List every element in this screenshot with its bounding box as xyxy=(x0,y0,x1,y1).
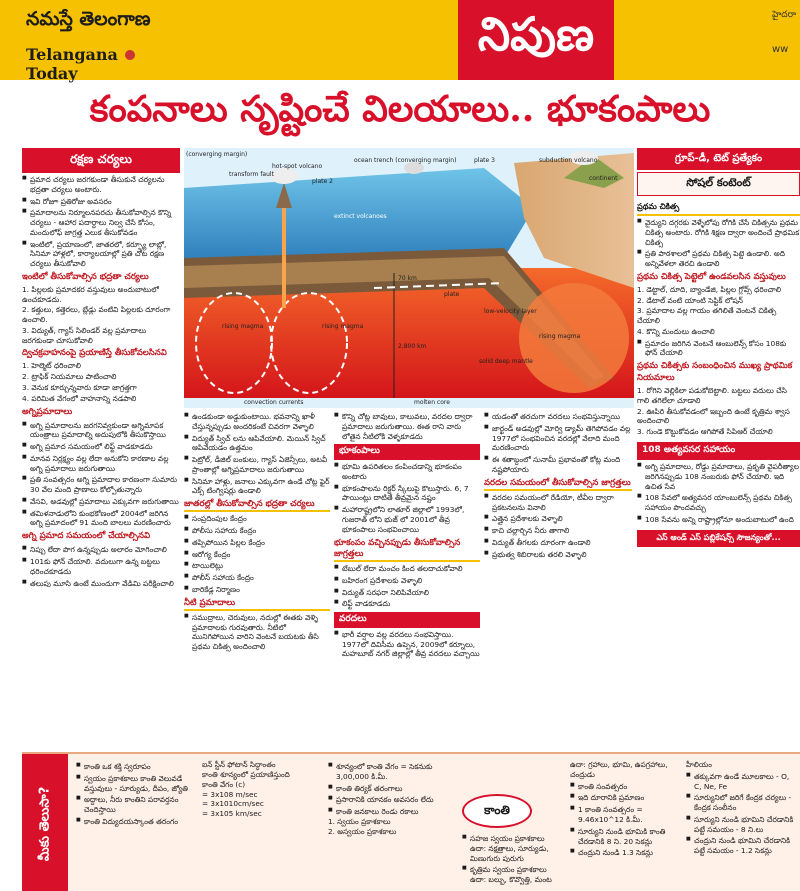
list-item: 1. పిల్లలకు ప్రమాదకర వస్తువులు అందుబాటులో ఉంచకూడదు. xyxy=(22,284,159,304)
headline: కంపనాలు సృష్టించే విలయాలు.. భూకంపాలు xyxy=(89,87,711,130)
fire-bullets xyxy=(22,421,180,529)
list-item: ■ టాయిలెట్లు xyxy=(184,561,330,571)
list-item: 2. ఊపిరి తీసుకోవడంలో ఇబ్బంది ఉంటే కృత్రిమ శ్వాస అందించాలి xyxy=(637,406,790,426)
section-title: నిపుణ xyxy=(458,0,614,80)
list-item: ■ సూర్యుని నుండి భూమికి కాంతి చేరడానికి 8 ని. 20 సెకన్లు xyxy=(570,827,680,847)
label-rising-mid: rising magma xyxy=(322,323,364,330)
facts-list-3 xyxy=(328,762,456,817)
exam-tag: గ్రూప్-డీ, టెట్ ప్రత్యేకం xyxy=(637,148,800,170)
water-list xyxy=(184,613,330,652)
list-item: ■ కాంతి విద్యుదయస్కాంత తరంగం xyxy=(76,817,196,827)
smoke-plume xyxy=(270,168,298,184)
middle-column-2 xyxy=(334,410,480,746)
list-item: ■ కొన్ని చోట్ల బావులు, కాలువలు, వరదల ద్వారా ప్రమాదాలు జరుగుతాయి. ఈత రాని వారు లోతైన నీటిలోకి వెళ్ళకూడదు xyxy=(334,412,480,441)
label-transform: transform fault xyxy=(229,171,274,178)
list-item: 4. పరిమిత వేగంలో వాహనాన్ని నడపాలి xyxy=(22,393,137,403)
list-item: ■ జార్ఖండ్ అడవుల్లో మోర్వి డ్యామ్ తెగిపోవడం వల్ల 1977లో సంభవించిన వరదల్లో వేలాది మంది మరణించారు xyxy=(484,424,632,453)
brand-english xyxy=(26,45,176,83)
publisher-credit: ఎస్ అండ్ ఎస్ పబ్లికేషన్స్ సౌజన్యంతో... xyxy=(637,530,800,547)
tectonic-diagram-svg xyxy=(184,148,634,408)
list-item: ■ పోలీస్ సహాయ కేంద్రం xyxy=(184,573,330,583)
facts-list-5 xyxy=(570,782,680,858)
middle-bullets-2 xyxy=(334,412,480,441)
list-item: ■ ఇంటిలో, ప్రయాణంలో, జాతరలో, కర్ఫ్యూ లాబ్లో, సినిమా హాళ్లలో, కార్యాలయాల్లో ప్రతి చోట రక్షణ చర్యలు తీసుకోవాలి xyxy=(22,240,180,269)
fact-line: 1. స్వయం ప్రకాశకాలు xyxy=(328,816,391,826)
list-item: ■ కృత్రిమ స్వయం ప్రకాశకాలు ఉదా: బల్బు, కొవ్వొత్తి, మంట xyxy=(462,865,562,885)
fact-line: కాంతి వేగం (c) xyxy=(202,779,246,789)
list-item: ■ మహారాష్ట్రలోని లాతూర్ జిల్లాలో 1993లో, గుజరాత్ లోని భుజ్ లో 2001లో తీవ్ర భూకంపాలు సంభవించాయి xyxy=(334,505,480,534)
list-item: ■ ఇవి రోజూ ప్రతిరోజు అవసరం xyxy=(22,197,180,207)
list-item: 3. గుండె కొట్టుకోవడం ఆగిపోతే సిపిఆర్ చేయాలి xyxy=(637,427,773,437)
list-item: ■ 108 సేవను అన్ని రాష్ట్రాల్లోనూ అందుబాటులో ఉంది xyxy=(637,515,800,525)
earthquake-care-heading: భూకంపం వచ్చినప్పుడు తీసుకోవాల్సిన జాగ్రత్తలు xyxy=(334,538,480,562)
fact-line: 2. అస్వయం ప్రకాశకాలు xyxy=(328,826,397,836)
earthquake-list xyxy=(334,462,480,534)
list-item: ■ సూర్యుని నుండి భూమిని చేరడానికి పట్టే సమయం - 8 ని.లు xyxy=(686,815,796,835)
fact-line: = 3x108 m/sec xyxy=(202,789,258,799)
list-item: ■ వరదల సమయంలో రేడియో, టీవీల ద్వారా ప్రకటనలను వినాలి xyxy=(484,493,632,513)
emergency-108-list xyxy=(637,462,800,525)
facts-column-1 xyxy=(76,760,196,888)
label-2800: 2,800 km xyxy=(398,343,427,350)
list-item: ■ తమిళనాడులోని కుంభకోణంలో 2004లో జరిగిన అగ్ని ప్రమాదంలో 91 మంది బాలలు మరణించారు xyxy=(22,509,180,529)
list-item: ■ కాచి చల్లార్చిన నీరు తాగాలి xyxy=(484,526,632,536)
list-item: 2. డేటాల్ వంటి యాంటి సెప్టిక్ లోషన్ xyxy=(637,295,743,305)
did-you-know-box xyxy=(22,752,800,891)
list-item: ■ భారీ వర్షాల వల్ల వరదలు సంభవిస్తాయి. 1977లో దివిసీమ ఉప్పెన, 2009లో కర్నూలు, మహబూబ్ నగర్ జిల్లాల్లో తీవ్ర వరదలు వచ్చాయి xyxy=(334,630,480,659)
sub-heading: అగ్నిప్రమాదాలు xyxy=(22,406,73,417)
list-item: ■ విద్యుత్ సరఫరా నిలిపివేయాలి xyxy=(334,588,480,598)
list-item: 3. వెనుక కూర్చున్నవారు కూడా జాగ్రత్తగా xyxy=(22,383,137,393)
label-converging: ocean trench (converging margin) xyxy=(354,157,457,164)
list-item: ■ అగ్ని ప్రమాదాలను జరగనివ్వకుండా అగ్నిమాపక యంత్రాలు ప్రమాదాల్ని అదుపులోకి తీసుకొస్తాయి xyxy=(22,421,180,441)
list-item: ■ ఈ శతాబ్దంలో సునామీ ప్రభావంతో కోట్ల మంది నష్టపోయారు xyxy=(484,455,632,475)
list-item: 4. కొన్ని మందులు ఉంచాలి xyxy=(637,326,715,336)
label-continent: continent xyxy=(589,175,618,182)
label-plate: plate xyxy=(444,291,460,298)
list-item: 1. రోగిని వెల్లికిలా పడుకోబెట్టాలి. బట్టలు వదులు చేసి గాలి తగిలేలా చూడాలి xyxy=(637,386,787,405)
list-item: ■ కాంతి ఒక శక్తి స్వరూపం xyxy=(76,762,196,772)
fact-line: ఐన్ స్టీన్ ఫోటాన్ సిద్ధాంతం xyxy=(202,760,276,769)
flood-care-list xyxy=(484,493,632,560)
fire-action-bullets xyxy=(22,545,180,588)
list-item: ■ భూమి ఉపరితలం కంపించడాన్ని భూకంపం అంటారు xyxy=(334,462,480,482)
label-lowvel: low-velocity layer xyxy=(484,308,537,315)
list-item: ■ సినిమా హాళ్లు, జనాలు ఎక్కువగా ఉండే చోట్ల ఫైర్ ఎక్స్ టింగ్విషర్లు ఉండాలి xyxy=(184,477,330,497)
list-item: ■ ప్రసారానికి యానకం అవసరం లేదు xyxy=(328,795,456,805)
fact-line: = 3x105 km/sec xyxy=(202,809,262,819)
masthead-web: ww xyxy=(772,44,789,55)
list-item: ■ కాంతి జనకాలు రెండు రకాలు xyxy=(328,807,456,817)
list-item: 1. డెట్టాల్, దూది, బ్యాండేజి, పిల్లల గ్లోవ్స్ ధరించాలి xyxy=(637,284,782,294)
sub-heading: ప్రథమ చికిత్సకు సంబంధించిన ముఖ్య ప్రాథమిక నియమాలు xyxy=(637,361,793,384)
tectonic-diagram xyxy=(184,148,634,408)
facts-column-2 xyxy=(202,760,322,888)
list-item: ■ సహజ స్వయం ప్రకాశకాలు ఉదా: నక్షత్రాలు, సూర్యుడు, మిణుగురు పురుగు xyxy=(462,834,562,863)
floods-list xyxy=(334,630,480,659)
label-convection: convection currents xyxy=(244,399,304,406)
list-item: 1. హెల్మెట్ ధరించాలి xyxy=(22,361,81,371)
list-item: ■ అద్దాలు, నీరు కాంతిని పరావర్తనం చెందిస్తాయి xyxy=(76,795,196,815)
list-item: ■ కాంతి తిర్యక్ తరంగాలు xyxy=(328,784,456,794)
safety-bullets-1 xyxy=(22,175,180,269)
masthead-city: హైదరా xyxy=(772,10,797,20)
brand-logo xyxy=(26,8,176,83)
list-item: ■ విద్యుత్ స్విచ్ లను ఆపివేయాలి. మెయిన్ స్విచ్ ఆపివేయడం ఉత్తమం xyxy=(184,434,330,454)
list-item: ■ సముద్రాలు, చెరువులు, నదుల్లో ఈతకు వెళ్ళి ప్రమాదాలకు గురవుతారు. నీటిలో మునిగిపోయిన వారిని వెంటనే బయటకు తీసి ప్రథమ చికిత్స అందించాలి xyxy=(184,613,330,652)
list-item: ■ 1 కాంతి సంవత్సరం = 9.46x10^12 కి.మీ. xyxy=(570,805,680,825)
earthquake-heading: భూకంపాలు xyxy=(334,444,480,460)
list-item: ■ నిప్పు లేదా పొగ ఉన్నప్పుడు అలారం మోగించాలి xyxy=(22,545,180,555)
first-aid-bullets xyxy=(637,218,800,269)
label-hotspot: hot-spot volcano xyxy=(272,163,323,170)
list-item: 2. ట్రాఫిక్ నియమాలు పాటించాలి xyxy=(22,372,117,382)
sub-heading: ఇంటిలో తీసుకోవాల్సిన భద్రతా చర్యలు xyxy=(22,271,149,282)
middle-column-1 xyxy=(184,410,330,746)
left-column xyxy=(22,148,180,726)
list-item: ■ చంద్రుని నుండి భూమిని చేరడానికి పట్టే సమయం - 1.2 సెకన్లు xyxy=(686,836,796,856)
list-item: ■ పోలీసు సహాయ కేంద్రం xyxy=(184,526,330,536)
list-item: ■ సూర్యునిలో జరిగే కేంద్రక చర్యలు - కేంద్రక సంలీనం xyxy=(686,793,796,813)
sub-heading: ప్రథమ చికిత్స పెట్టెలో ఉండవలసిన వస్తువులు xyxy=(637,271,786,282)
list-item: ■ ఎత్తైన ప్రదేశాలకు వెళ్ళాలి xyxy=(484,514,632,524)
list-item: ■ ప్రమాదాలను నిర్మూలనపరచు తీసుకోవాల్సిన కొన్ని చర్యలు - ఆహార పదార్థాలు నిల్వ చేసే కోసం, మందులోఫ్ జాగ్రత్త ఎలుక తీసుకోవడం xyxy=(22,208,180,237)
list-item: ■ ప్రతి పాఠశాలలో ప్రథమ చికిత్స పెట్టె ఉండాలి. అది అన్నివేళలా తెరచి ఉండాలి xyxy=(637,249,800,269)
masthead xyxy=(0,0,800,83)
list-item: ■ కాంతి సంవత్సరం xyxy=(570,782,680,792)
emblem-icon xyxy=(125,50,135,60)
middle-bullets-1 xyxy=(184,412,330,496)
list-item: ■ స్వయం ప్రకాశకాలు కాంతి వెలువడే వస్తువులు - సూర్యుడు, దీపం, జ్యోతి xyxy=(76,774,196,794)
facts-list-1 xyxy=(76,762,196,827)
list-item: ■ ప్రమాదం జరిగిన వెంటనే ఆంబులెన్స్ కోసం 108కు ఫోన్ చేయాలి xyxy=(637,339,800,359)
list-item: ■ వేసవి, అడవుల్లో ప్రమాదాలు ఎక్కువగా జరుగుతాయి xyxy=(22,497,180,507)
floods-heading: వరదలు xyxy=(334,612,480,628)
list-item: ■ సంప్రదింపుల కేంద్రం xyxy=(184,514,330,524)
facts-column-5 xyxy=(570,760,680,888)
label-plate2: plate 2 xyxy=(312,178,333,185)
brand-telugu: నమస్తే తెలంగాణ xyxy=(26,8,151,30)
list-item: ■ మానవ నిర్లక్ష్యం వల్ల లేదా అనుకోని కారణాల వల్ల అగ్ని ప్రమాదాలు జరుగుతాయి xyxy=(22,454,180,474)
sub-heading: ద్విచక్రవాహనంపై ప్రయాణిస్తే తీసుకోవలసినవి xyxy=(22,348,167,359)
label-extinct: extinct volcanoes xyxy=(334,213,387,220)
list-item: ■ విద్యుత్ తీగలకు దూరంగా ఉండాలి xyxy=(484,538,632,548)
hotspot-plume xyxy=(282,198,286,308)
flood-care-heading: వరదల సమయంలో తీసుకోవాల్సిన జాగ్రత్తలు xyxy=(484,478,632,491)
middle-column-3 xyxy=(484,410,632,746)
list-item: ■ 108 సేవలో అత్యవసర యాంబులెన్స్ ప్రథమ చికిత్స సహాయం పొందవచ్చు xyxy=(637,493,800,513)
list-item: ■ ఇది దూరానికి ప్రమాణం xyxy=(570,793,680,803)
water-heading: నీటి ప్రమాదాలు xyxy=(184,598,330,611)
list-item: ■ శూన్యంలో కాంతి వేగం = సెకనుకు 3,00,000 కి.మీ. xyxy=(328,762,456,782)
sub-heading: అగ్ని ప్రమాద సమయంలో చేయాల్సినవి xyxy=(22,531,151,542)
did-you-know-tag: మీకు తెలుసా? xyxy=(22,754,68,891)
fair-list xyxy=(184,514,330,594)
list-item: ■ లిఫ్ట్ వాడకూడదు xyxy=(334,599,480,609)
brand-english-1: Telangana xyxy=(26,45,118,64)
list-item: ■ ఉండకుండా అడ్డుకుంటాయి. భవనాన్ని ఖాళీ చేస్తున్నప్పుడు అందరికంటే చివరగా వెళ్ళాలి xyxy=(184,412,330,432)
light-badge: కాంతి xyxy=(462,794,532,828)
fact-line: హీలియం xyxy=(686,760,712,769)
list-item: ■ ప్రమాద చర్యలు జరగకుండా తీసుకునే చర్యలను భద్రతా చర్యలు అంటారు. xyxy=(22,175,180,195)
list-item: ■ తక్కువగా ఉండే మూలకాలు - O, C, Ne, Fe xyxy=(686,772,796,792)
list-item: ■ టేబుల్ లేదా మంచం కింద తలదాచుకోవాలి xyxy=(334,564,480,574)
label-rising-right: rising magma xyxy=(539,333,581,340)
label-core: molten core xyxy=(414,399,450,406)
label-70: 70 km xyxy=(398,275,417,282)
first-aid-rules-list xyxy=(637,386,800,437)
list-item: 2. కత్తులు, కత్తెరలు, బ్లేడ్లు వంటివి పిల్లలకు దూరంగా ఉంచాలి. xyxy=(22,305,171,325)
label-subduction: subduction volcano xyxy=(539,157,598,164)
list-item: ■ అగ్ని ప్రమాదాలు, రోడ్డు ప్రమాదాలు, ప్రకృతి వైపరీత్యాల జరిగినప్పుడు 108 నంబరుకు ఫోన్ చేయాలి. ఇది ఉచిత సేవ xyxy=(637,462,800,491)
earthquake-care-list xyxy=(334,564,480,609)
list-item: ■ అగ్ని ప్రమాద సమయంలో లిఫ్ట్ వాడకూడదు xyxy=(22,442,180,452)
label-plate3: plate 3 xyxy=(474,157,495,164)
list-item: ■ బారికేడ్ల నిర్మాణం xyxy=(184,585,330,595)
label-rising-left: rising magma xyxy=(222,323,264,330)
first-aid-kit-list xyxy=(637,285,800,337)
subject-tag: సోషల్ కంటెంట్ xyxy=(637,172,800,196)
home-safety-list xyxy=(22,285,180,346)
list-item: ■ తలుపు మూసి ఉంటే ముందుగా వేడిమి పరీక్షించాలి xyxy=(22,579,180,589)
two-wheeler-list xyxy=(22,361,180,403)
facts-column-6 xyxy=(686,760,796,888)
fact-line: = 3x1010cm/sec xyxy=(202,799,264,809)
right-column xyxy=(637,148,800,748)
label-trench-left: (converging margin) xyxy=(186,151,248,158)
list-item: ■ చంద్రుని నుండి 1.3 సెకన్లు xyxy=(570,848,680,858)
fact-line: కాంతి శూన్యంలో ప్రయాణిస్తుంది xyxy=(202,769,290,779)
label-solid: solid deep mantle xyxy=(479,358,533,365)
list-item: ■ భూకంపాలను రిక్టర్ స్కేలుపై కొలుస్తారు. 6, 7 పాయింట్లు దాటితే తీవ్రమైన నష్టం xyxy=(334,484,480,504)
first-aid-heading: ప్రథమ చికిత్స xyxy=(637,202,800,216)
safety-section-heading: రక్షణ చర్యలు xyxy=(22,148,180,173)
list-item: ■ 101కు ఫోన్ చేయాలి. వదులుగా ఉన్న బట్టలు ధరించకూడదు xyxy=(22,557,180,577)
list-item: ■ పెట్రోల్, డీజిల్ బంకులు, గ్యాస్ ఏజెన్సీలు, అటవీ ప్రాంతాల్లో అగ్నిప్రమాదాలు జరుగుతాయి xyxy=(184,455,330,475)
list-item: ■ తప్పిపోయిన పిల్లల కేంద్రం xyxy=(184,538,330,548)
list-item: ■ బహిరంగ ప్రదేశాలకు వెళ్ళాలి xyxy=(334,576,480,586)
list-item: 3. విద్యుత్, గ్యాస్ సిలిండర్ వల్ల ప్రమాదాలు జరగకుండా చూసుకోవాలి xyxy=(22,325,147,345)
facts-column-3 xyxy=(328,760,456,888)
fair-heading: జాతరల్లో తీసుకోవాల్సిన భద్రతా చర్యలు xyxy=(184,499,330,512)
first-aid-bullets-2 xyxy=(637,339,800,359)
emergency-108-heading: 108 అత్యవసర సహాయం xyxy=(637,442,800,460)
facts-column-4 xyxy=(462,832,562,888)
fact-line: ఉదా: గ్రహాలు, భూమి, ఉపగ్రహాలు, చంద్రుడు xyxy=(570,760,668,779)
list-item: ■ ప్రభుత్వ శిబిరాలకు తరలి వెళ్ళాలి xyxy=(484,550,632,560)
facts-list-4 xyxy=(462,834,562,885)
facts-list-6 xyxy=(686,772,796,856)
list-item: ■ ఆరోగ్య కేంద్రం xyxy=(184,550,330,560)
middle-bullets-3 xyxy=(484,412,632,475)
list-item: ■ యడంతో తరచుగా వరదలు సంభవిస్తున్నాయి xyxy=(484,412,632,422)
brand-english-2: Today xyxy=(26,64,78,83)
list-item: ■ వైద్యుని దగ్గరకు వెళ్ళేలోపు రోగికి చేసే చికిత్సను ప్రథమ చికిత్స అంటారు. రోగికి శిక్షణ ద్వారా అందించే ప్రాథమిక చికిత్స xyxy=(637,218,800,247)
list-item: 3. ప్రమాదాల వల్ల గాయం తగిలితే వెంటనే చికిత్స చేయాలి xyxy=(637,306,777,326)
masthead-right xyxy=(772,10,800,55)
list-item: ■ ప్రతి సంవత్సరం అగ్ని ప్రమాదాల కారణంగా సుమారు 30 వేల మంది ప్రాణాలు కోల్పోతున్నారు xyxy=(22,475,180,495)
